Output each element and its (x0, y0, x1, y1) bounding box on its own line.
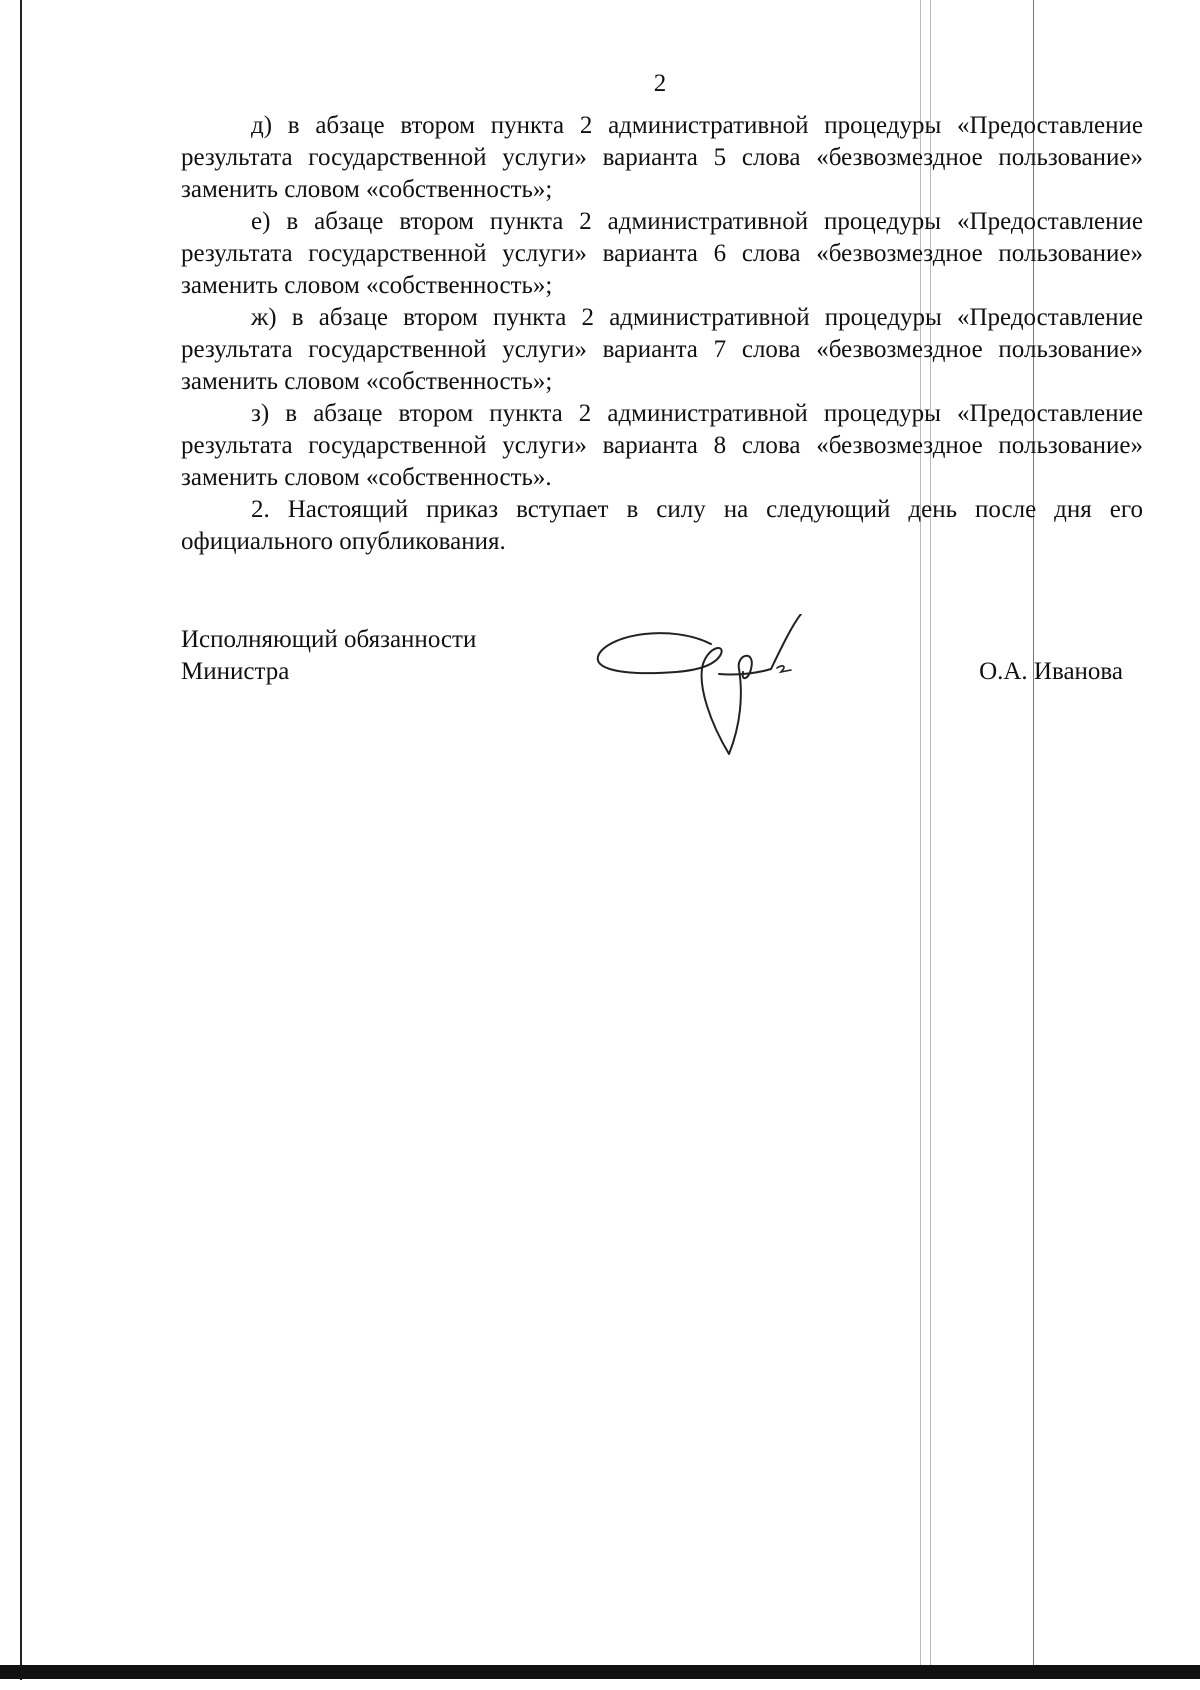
scan-bottom-edge (0, 1665, 1200, 1679)
amendment-paragraph-e: е) в абзаце втором пункта 2 административной процедуры «Предоставление результата государственной услуги» варианта 6 слова «безвозмездное пользование» заменить словом «собственность»; (181, 208, 1143, 299)
amendment-paragraph-d: д) в абзаце втором пункта 2 административной процедуры «Предоставление результата государственной услуги» варианта 5 слова «безвозмездное пользование» заменить словом «собственность»; (181, 112, 1143, 203)
effective-date-paragraph: 2. Настоящий приказ вступает в силу на следующий день после дня его официального опубликования. (181, 496, 1143, 555)
signer-name: О.А. Иванова (979, 658, 1123, 685)
page-number: 2 (653, 70, 667, 97)
signer-title-line2: Министра (181, 658, 290, 685)
signature-block (181, 624, 1143, 764)
amendment-paragraph-z: з) в абзаце втором пункта 2 административной процедуры «Предоставление результата государственной услуги» варианта 8 слова «безвозмездное пользование» заменить словом «собственность». (181, 400, 1143, 491)
signer-title (181, 624, 476, 688)
document-body (181, 110, 1143, 558)
signer-title-line1: Исполняющий обязанности (181, 626, 477, 653)
handwritten-signature (591, 614, 831, 764)
amendment-paragraph-zh: ж) в абзаце втором пункта 2 административной процедуры «Предоставление результата государственной услуги» варианта 7 слова «безвозмездное пользование» заменить словом «собственность»; (181, 304, 1143, 395)
scan-left-edge (20, 0, 22, 1680)
